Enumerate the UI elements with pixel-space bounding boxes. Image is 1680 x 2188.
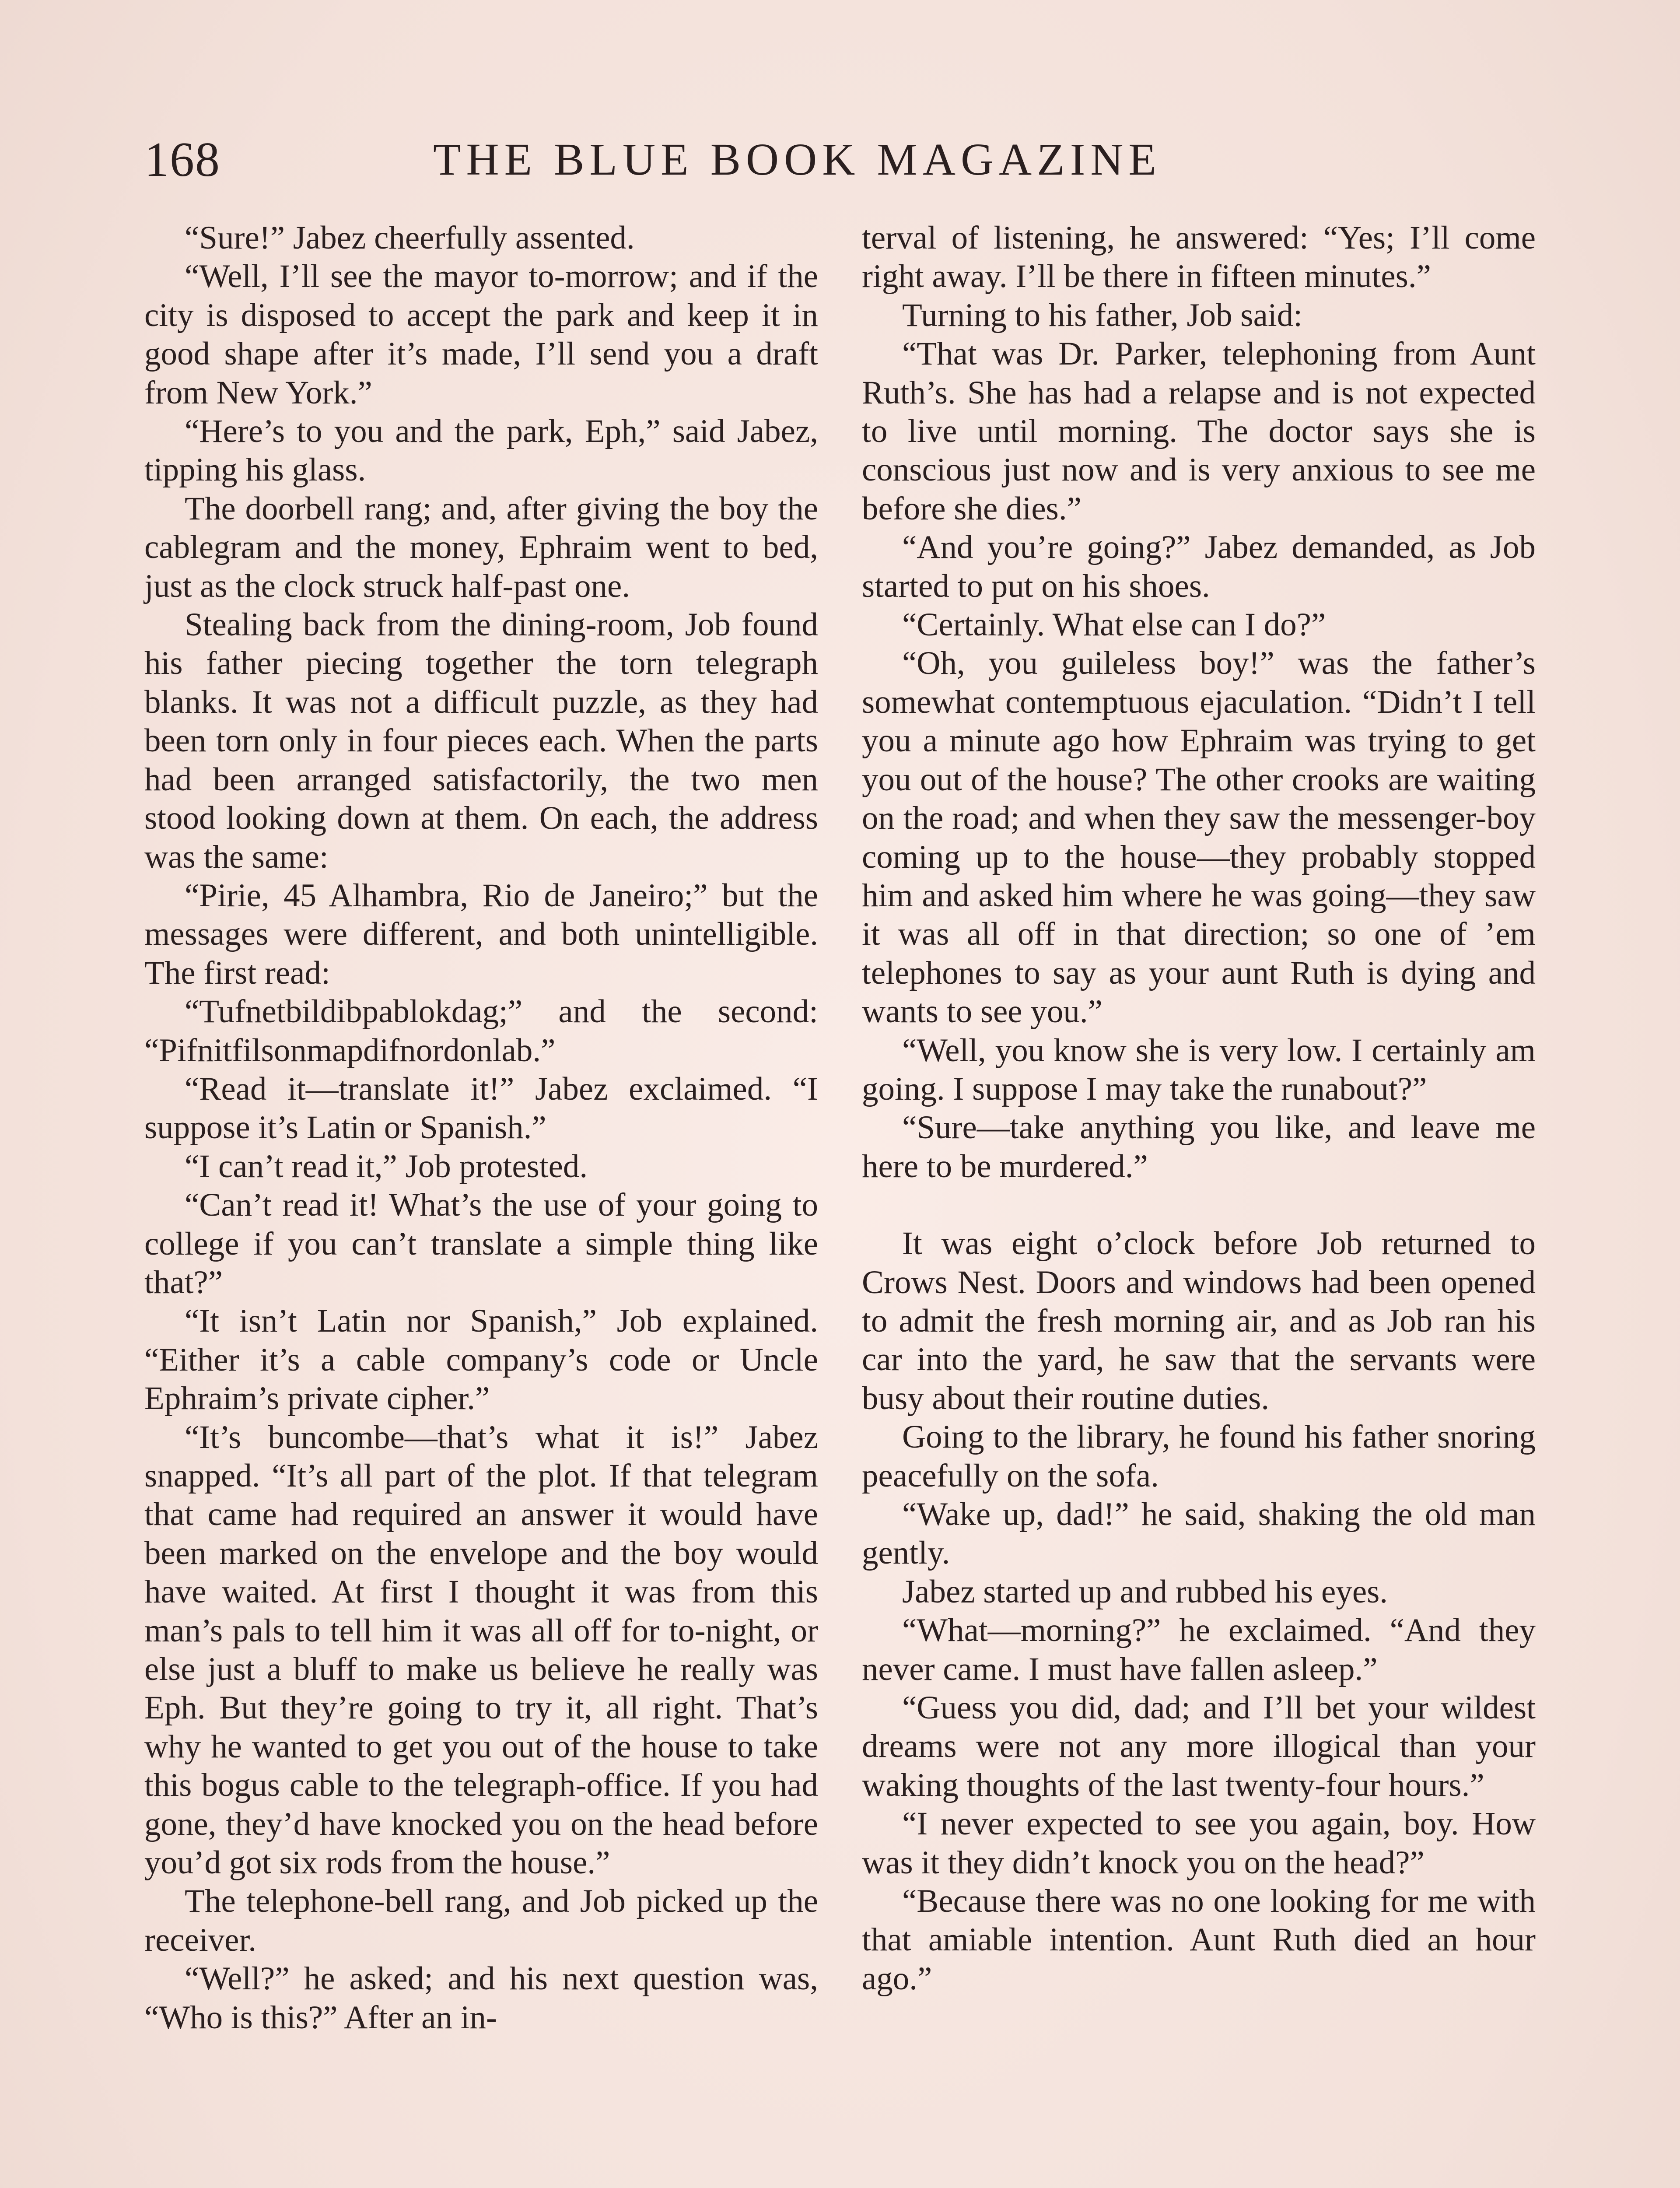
paragraph: Going to the library, he found his father snoring peacefully on the sofa. [862,1419,1536,1494]
paragraph: “Well, you know she is very low. I certainly am going. I suppose I may take the runabout?” [862,1032,1536,1107]
paragraph: “I can’t read it,” Job protested. [185,1148,588,1185]
paragraph: Jabez started up and rubbed his eyes. [902,1573,1388,1610]
paragraph: “Certainly. What else can I do?” [902,607,1326,643]
paragraph: “Because there was no one looking for me with that amiable intention. Aunt Ruth died an hour ago.” [862,1883,1536,1997]
paragraph: Stealing back from the dining-room, Job found his father piecing together the torn telegraph blanks. It was not a difficult puzzle, as they had been torn only in four pieces each. When the parts had been arranged satisfactorily, the two men stood looking down at them. On each, the address was the same: [144,607,818,875]
paragraph-continued: terval of listening, he answered: “Yes; I’ll come right away. I’ll be there in fifteen minutes.” [862,220,1536,295]
magazine-title: THE BLUE BOOK MAGAZINE [433,134,1162,185]
paragraph: Turning to his father, Job said: [902,297,1303,333]
paragraph: “What—morning?” he exclaimed. “And they never came. I must have fallen asleep.” [862,1612,1536,1687]
paragraph: “Tufnetbildibpablokdag;” and the second: “Pifnitfilsonmapdifnordonlab.” [144,993,818,1069]
paragraph: “Well, I’ll see the mayor to-morrow; and if the city is disposed to accept the park and keep it in good shape after it’s made, I’ll send you a draft from New York.” [144,258,818,411]
left-column [144,219,818,2037]
paragraph: “Oh, you guileless boy!” was the father’s somewhat contemptuous ejaculation. “Didn’t I tell you a minute ago how Ephraim was trying to get you out of the house? The other crooks are waiting on the road; and when they saw the messenger-boy coming up to the house—they probably stopped him and asked him where he was going—they saw it was all off in that direction; so one of ’em telephones to say as your aunt Ruth is dying and wants to see you.” [862,645,1536,1030]
paragraph: It was eight o’clock before Job returned to Crows Nest. Doors and windows had been opened to admit the fresh morning air, and as Job ran his car into the yard, he saw that the servants were busy about their routine duties. [862,1225,1536,1417]
paragraph: “Pirie, 45 Alhambra, Rio de Janeiro;” but the messages were different, and both unintelligible. The first read: [144,877,818,991]
paragraph: “Wake up, dad!” he said, shaking the old man gently. [862,1496,1536,1571]
paragraph: “Can’t read it! What’s the use of your going to college if you can’t translate a simple thing like that?” [144,1187,818,1301]
paragraph: The doorbell rang; and, after giving the boy the cablegram and the money, Ephraim went to bed, just as the clock struck half-past one. [144,490,818,604]
paragraph: “Sure!” Jabez cheerfully assented. [185,220,635,256]
paragraph: “It isn’t Latin nor Spanish,” Job explained. “Either it’s a cable company’s code or Uncle Ephraim’s private cipher.” [144,1303,818,1417]
page-header [144,127,1536,193]
paragraph: “I never expected to see you again, boy. How was it they didn’t knock you on the head?” [862,1806,1536,1881]
paragraph: “Read it—translate it!” Jabez exclaimed. “I suppose it’s Latin or Spanish.” [144,1070,818,1146]
paragraph: The telephone-bell rang, and Job picked up the receiver. [144,1883,818,1958]
paragraph: “And you’re going?” Jabez demanded, as Job started to put on his shoes. [862,529,1536,604]
paragraph: “Guess you did, dad; and I’ll bet your wildest dreams were not any more illogical than your waking thoughts of the last twenty-four hours.” [862,1690,1536,1803]
page-number: 168 [144,133,220,187]
paragraph: “That was Dr. Parker, telephoning from Aunt Ruth’s. She has had a relapse and is not expected to live until morning. The doctor says she is conscious just now and is very anxious to see me before she dies.” [862,336,1536,527]
paragraph: “Here’s to you and the park, Eph,” said Jabez, tipping his glass. [144,413,818,488]
right-column [862,219,1536,1998]
paragraph: “Well?” he asked; and his next question was, “Who is this?” After an in- [144,1960,818,2036]
paragraph: “Sure—take anything you like, and leave me here to be murdered.” [862,1109,1536,1185]
paragraph: “It’s buncombe—that’s what it is!” Jabez snapped. “It’s all part of the plot. If that telegram that came had required an answer it would have been marked on the envelope and the boy would have waited. At first I thought it was from this man’s pals to tell him it was all off for to-night, or else just a bluff to make us believe he really was Eph. But they’re going to try it, all right. That’s why he wanted to get you out of the house to take this bogus cable to the telegraph-office. If you had gone, they’d have knocked you on the head before you’d got six rods from the house.” [144,1419,818,1881]
